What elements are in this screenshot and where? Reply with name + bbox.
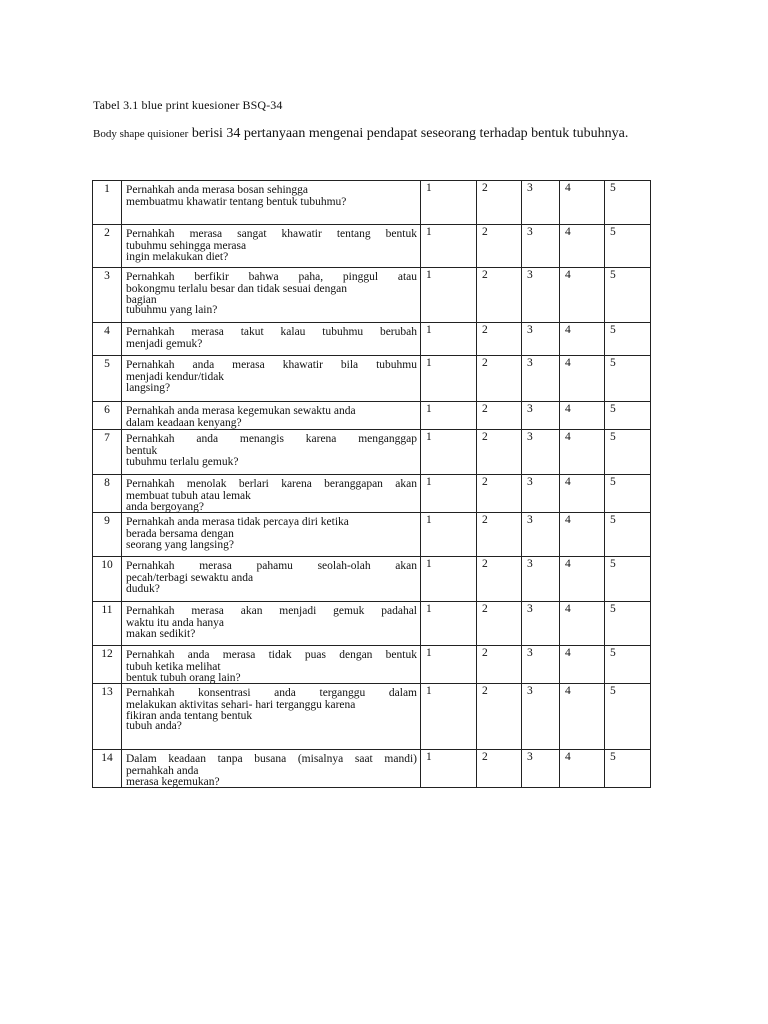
question-first-line: Pernahkah anda merasa khawatir bila tubuhmu	[126, 359, 417, 371]
question-continuation: bokongmu terlalu besar dan tidak sesuai dengan bagian tubuhmu yang lain?	[126, 283, 347, 316]
score-option-4: 4	[560, 602, 605, 646]
question-continuation: melakukan aktivitas sehari- hari terganggu karena fikiran anda tentang bentuk tubuh anda?	[126, 699, 356, 732]
question-text	[122, 268, 421, 323]
question-text	[122, 181, 421, 225]
table-row	[93, 268, 651, 323]
score-option-1: 1	[421, 602, 477, 646]
table-row	[93, 430, 651, 475]
question-number: 10	[93, 557, 122, 602]
table-row	[93, 646, 651, 684]
score-option-4: 4	[560, 430, 605, 475]
question-continuation: membuatmu khawatir tentang bentuk tubuhmu?	[126, 196, 347, 208]
score-option-1: 1	[421, 750, 477, 788]
question-number: 12	[93, 646, 122, 684]
score-option-3: 3	[522, 268, 560, 323]
score-option-1: 1	[421, 513, 477, 557]
question-number: 2	[93, 225, 122, 268]
question-number: 13	[93, 684, 122, 750]
score-option-3: 3	[522, 225, 560, 268]
score-option-5: 5	[605, 402, 651, 430]
score-option-2: 2	[477, 323, 522, 356]
question-number: 11	[93, 602, 122, 646]
question-continuation: menjadi gemuk?	[126, 338, 203, 350]
intro-lead: Body shape quisioner	[93, 128, 189, 140]
score-option-1: 1	[421, 181, 477, 225]
question-number: 1	[93, 181, 122, 225]
score-option-4: 4	[560, 750, 605, 788]
score-option-3: 3	[522, 475, 560, 513]
score-option-3: 3	[522, 402, 560, 430]
table-row	[93, 181, 651, 225]
question-text	[122, 646, 421, 684]
question-continuation: bentuk tubuhmu terlalu gemuk?	[126, 445, 239, 468]
score-option-2: 2	[477, 750, 522, 788]
score-option-4: 4	[560, 323, 605, 356]
score-option-5: 5	[605, 557, 651, 602]
score-option-4: 4	[560, 225, 605, 268]
question-first-line: Dalam keadaan tanpa busana (misalnya saat mandi)	[126, 753, 417, 765]
question-first-line: Pernahkah konsentrasi anda terganggu dalam	[126, 687, 417, 699]
score-option-3: 3	[522, 750, 560, 788]
table-row	[93, 323, 651, 356]
score-option-3: 3	[522, 684, 560, 750]
score-option-5: 5	[605, 475, 651, 513]
question-text	[122, 557, 421, 602]
score-option-5: 5	[605, 602, 651, 646]
score-option-2: 2	[477, 225, 522, 268]
score-option-3: 3	[522, 513, 560, 557]
score-option-3: 3	[522, 646, 560, 684]
score-option-2: 2	[477, 430, 522, 475]
question-continuation: pernahkah anda merasa kegemukan?	[126, 765, 220, 788]
questionnaire-body	[93, 181, 651, 788]
score-option-4: 4	[560, 646, 605, 684]
table-row	[93, 225, 651, 268]
question-first-line: Pernahkah anda merasa tidak puas dengan bentuk	[126, 649, 417, 661]
question-first-line: Pernahkah merasa sangat khawatir tentang bentuk	[126, 228, 417, 240]
table-row	[93, 557, 651, 602]
question-continuation: tubuh ketika melihat bentuk tubuh orang lain?	[126, 661, 241, 684]
score-option-2: 2	[477, 475, 522, 513]
score-option-2: 2	[477, 181, 522, 225]
score-option-1: 1	[421, 402, 477, 430]
score-option-4: 4	[560, 475, 605, 513]
question-text	[122, 513, 421, 557]
score-option-1: 1	[421, 557, 477, 602]
score-option-1: 1	[421, 646, 477, 684]
score-option-2: 2	[477, 646, 522, 684]
question-continuation: berada bersama dengan seorang yang langsing?	[126, 528, 234, 551]
score-option-5: 5	[605, 684, 651, 750]
question-number: 14	[93, 750, 122, 788]
question-text	[122, 602, 421, 646]
table-row	[93, 513, 651, 557]
question-first-line: Pernahkah anda merasa kegemukan sewaktu anda	[126, 405, 356, 417]
score-option-2: 2	[477, 402, 522, 430]
question-first-line: Pernahkah merasa takut kalau tubuhmu berubah	[126, 326, 417, 338]
score-option-1: 1	[421, 323, 477, 356]
table-row	[93, 475, 651, 513]
intro-body: berisi 34 pertanyaan mengenai pendapat seseorang terhadap bentuk tubuhnya.	[188, 126, 629, 141]
question-number: 9	[93, 513, 122, 557]
question-first-line: Pernahkah berfikir bahwa paha, pinggul atau	[126, 271, 417, 283]
score-option-2: 2	[477, 268, 522, 323]
score-option-4: 4	[560, 402, 605, 430]
question-number: 3	[93, 268, 122, 323]
score-option-3: 3	[522, 181, 560, 225]
question-continuation: pecah/terbagi sewaktu anda duduk?	[126, 572, 254, 595]
score-option-3: 3	[522, 602, 560, 646]
score-option-4: 4	[560, 684, 605, 750]
score-option-5: 5	[605, 646, 651, 684]
score-option-3: 3	[522, 323, 560, 356]
score-option-2: 2	[477, 356, 522, 402]
question-number: 7	[93, 430, 122, 475]
intro-paragraph	[93, 124, 659, 144]
question-text	[122, 323, 421, 356]
score-option-2: 2	[477, 684, 522, 750]
questionnaire-table	[92, 180, 651, 788]
score-option-5: 5	[605, 323, 651, 356]
score-option-5: 5	[605, 430, 651, 475]
question-continuation: tubuhmu sehingga merasa ingin melakukan diet?	[126, 240, 247, 263]
score-option-5: 5	[605, 225, 651, 268]
score-option-3: 3	[522, 557, 560, 602]
question-continuation: membuat tubuh atau lemak anda bergoyang?	[126, 490, 251, 513]
score-option-4: 4	[560, 513, 605, 557]
score-option-2: 2	[477, 513, 522, 557]
score-option-5: 5	[605, 356, 651, 402]
question-text	[122, 430, 421, 475]
question-continuation: waktu itu anda hanya makan sedikit?	[126, 617, 225, 640]
question-number: 5	[93, 356, 122, 402]
table-row	[93, 356, 651, 402]
question-continuation: dalam keadaan kenyang?	[126, 417, 242, 429]
question-first-line: Pernahkah anda merasa bosan sehingga	[126, 184, 309, 196]
question-number: 8	[93, 475, 122, 513]
score-option-4: 4	[560, 356, 605, 402]
score-option-1: 1	[421, 684, 477, 750]
question-text	[122, 225, 421, 268]
score-option-2: 2	[477, 557, 522, 602]
score-option-1: 1	[421, 268, 477, 323]
table-row	[93, 750, 651, 788]
score-option-1: 1	[421, 430, 477, 475]
question-first-line: Pernahkah anda merasa tidak percaya diri ketika	[126, 516, 349, 528]
score-option-1: 1	[421, 475, 477, 513]
score-option-4: 4	[560, 181, 605, 225]
question-continuation: menjadi kendur/tidak langsing?	[126, 371, 225, 394]
table-caption: Tabel 3.1 blue print kuesioner BSQ-34	[93, 98, 283, 112]
score-option-2: 2	[477, 602, 522, 646]
question-text	[122, 475, 421, 513]
score-option-4: 4	[560, 557, 605, 602]
question-text	[122, 750, 421, 788]
table-row	[93, 684, 651, 750]
question-text	[122, 684, 421, 750]
question-first-line: Pernahkah menolak berlari karena beranggapan akan	[126, 478, 417, 490]
table-row	[93, 602, 651, 646]
score-option-1: 1	[421, 356, 477, 402]
score-option-5: 5	[605, 513, 651, 557]
question-first-line: Pernahkah merasa akan menjadi gemuk padahal	[126, 605, 417, 617]
score-option-1: 1	[421, 225, 477, 268]
score-option-4: 4	[560, 268, 605, 323]
table-row	[93, 402, 651, 430]
question-first-line: Pernahkah merasa pahamu seolah-olah akan	[126, 560, 417, 572]
question-text	[122, 356, 421, 402]
question-first-line: Pernahkah anda menangis karena menganggap	[126, 433, 417, 445]
score-option-3: 3	[522, 430, 560, 475]
score-option-5: 5	[605, 268, 651, 323]
question-text	[122, 402, 421, 430]
question-number: 4	[93, 323, 122, 356]
question-number: 6	[93, 402, 122, 430]
score-option-5: 5	[605, 181, 651, 225]
score-option-5: 5	[605, 750, 651, 788]
score-option-3: 3	[522, 356, 560, 402]
